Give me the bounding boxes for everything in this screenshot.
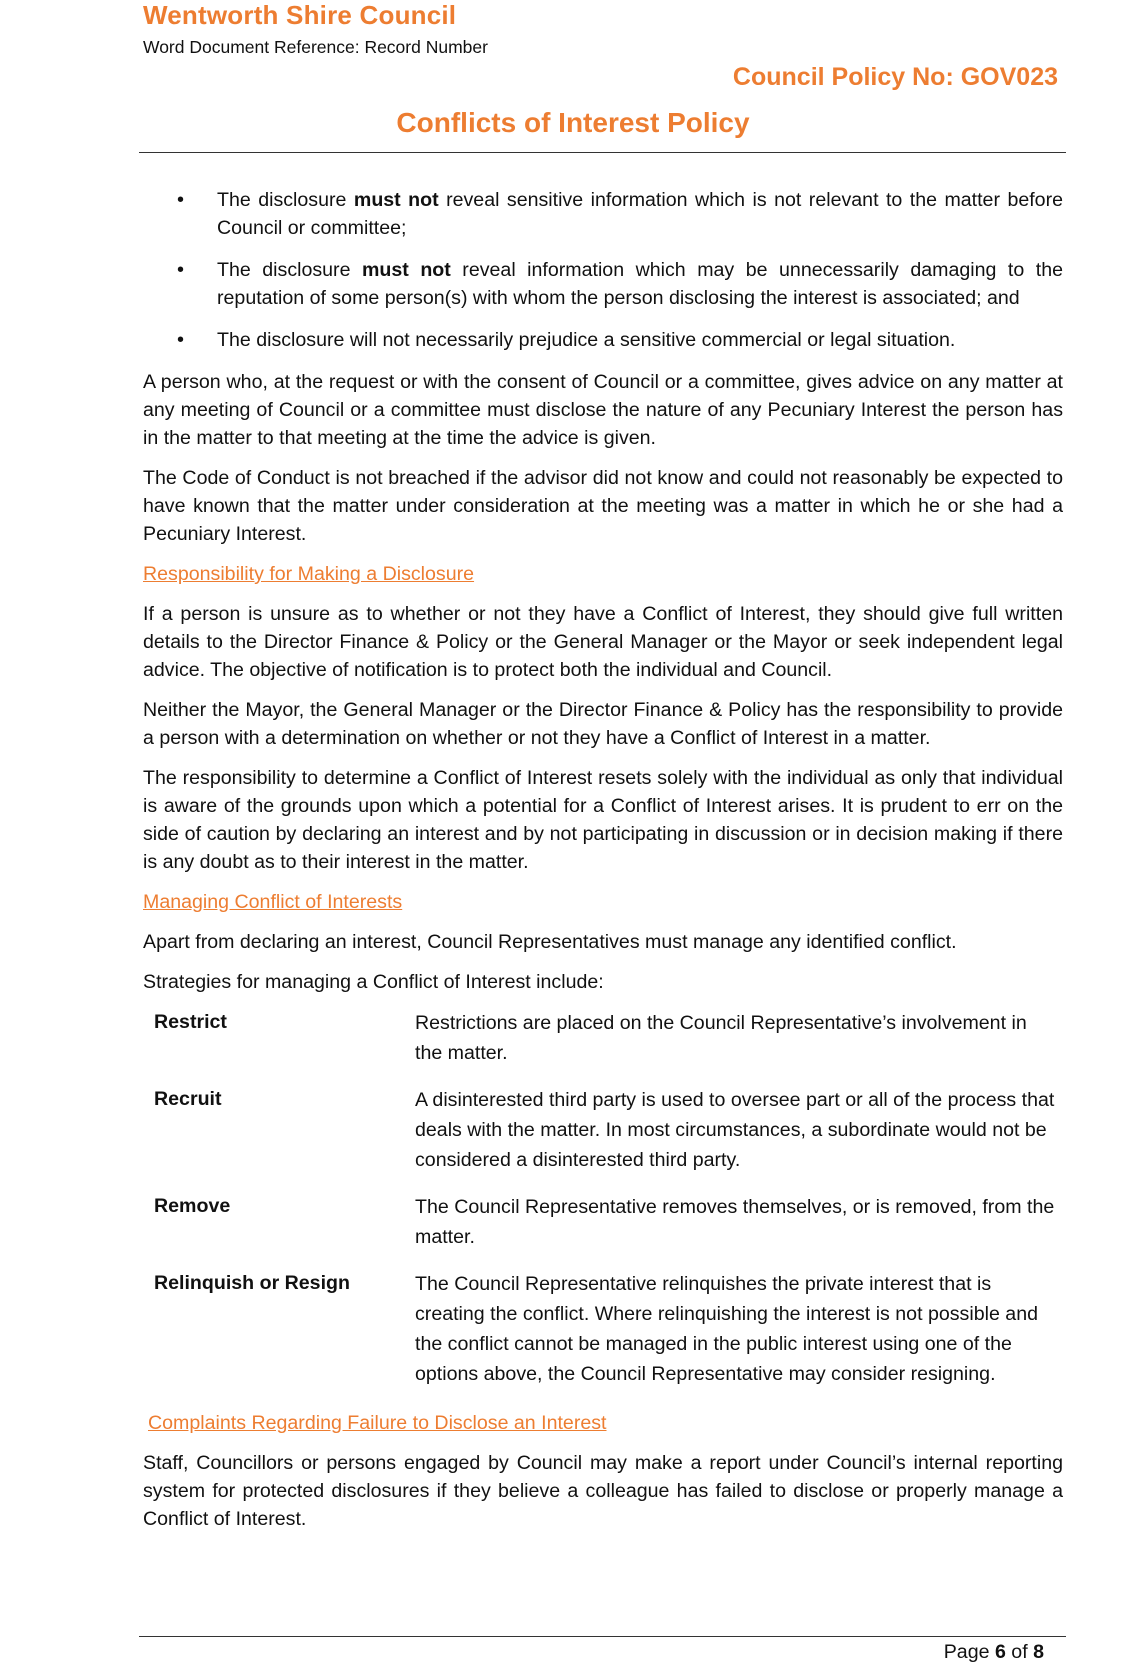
table-row (143, 1008, 1063, 1068)
paragraph-staff: Staff, Councillors or persons engaged by Council may make a report under Council’s internal reporting system for protected disclosures if they believe a colleague has failed to disclose or properly manage a Conflict of Interest. (143, 1452, 1063, 1530)
paragraph-advice: A person who, at the request or with the consent of Council or a committee, gives advice on any matter at any meeting of Council or a committee must disclose the nature of any Pecuniary Interest the person has in the matter to that meeting at the time the advice is given. (143, 371, 1063, 449)
paragraph-apart: Apart from declaring an interest, Council Representatives must manage any identified conflict. (143, 931, 957, 953)
strategy-description: Restrictions are placed on the Council Representative’s involvement in the matter. (415, 1012, 1027, 1064)
heading-complaints: Complaints Regarding Failure to Disclose an Interest (148, 1412, 607, 1434)
document-body (143, 186, 1063, 1545)
header-divider (139, 152, 1066, 153)
organisation-name: Wentworth Shire Council (143, 0, 457, 30)
heading-responsibility: Responsibility for Making a Disclosure (143, 563, 475, 585)
paragraph-responsibility: The responsibility to determine a Conflict of Interest resets solely with the individual as only that individual is aware of the grounds upon which a potential for a Conflict of Interest arises. It is prudent to err on the side of caution by declaring an interest and by not participating in discussion or in decision making if there is any doubt as to their interest in the matter. (143, 767, 1063, 873)
footer-divider (139, 1636, 1066, 1637)
paragraph-unsure: If a person is unsure as to whether or not they have a Conflict of Interest, they should give full written details to the Director Finance & Policy or the General Manager or the Mayor or seek independent legal advice. The objective of notification is to protect both the individual and Council. (143, 603, 1063, 681)
list-item: • The disclosure must not reveal information which may be unnecessarily damaging to the reputation of some person(s) with whom the person disclosing the interest is associated; and (143, 256, 1063, 312)
paragraph-neither: Neither the Mayor, the General Manager or the Director Finance & Policy has the responsibility to provide a person with a determination on whether or not they have a Conflict of Interest in a matter. (143, 699, 1063, 749)
table-row (143, 1192, 1063, 1252)
table-row (143, 1085, 1063, 1175)
strategy-term: Restrict (154, 1011, 227, 1033)
strategy-term: Recruit (154, 1088, 222, 1110)
list-item: • The disclosure will not necessarily prejudice a sensitive commercial or legal situation. (143, 326, 1063, 354)
strategy-term: Remove (154, 1195, 231, 1217)
strategy-description: The Council Representative relinquishes the private interest that is creating the conflict. Where relinquishing the interest is not possible and the conflict cannot be managed in the public interest using one of the options above, the Council Representative may consider resigning. (415, 1273, 1038, 1385)
strategy-description: The Council Representative removes themselves, or is removed, from the matter. (415, 1196, 1055, 1248)
paragraph-code-of-conduct: The Code of Conduct is not breached if the advisor did not know and could not reasonably be expected to have known that the matter under consideration at the meeting was a matter in which he or she had a Pecuniary Interest. (143, 467, 1063, 545)
paragraph-strategies-intro: Strategies for managing a Conflict of Interest include: (143, 971, 604, 993)
table-row (143, 1269, 1063, 1389)
disclosure-bullet-list (143, 186, 1063, 354)
bullet-icon: • (177, 259, 185, 281)
heading-managing: Managing Conflict of Interests (143, 891, 403, 913)
strategy-term: Relinquish or Resign (154, 1272, 350, 1294)
bullet-icon: • (177, 189, 185, 211)
document-title: Conflicts of Interest Policy (396, 107, 750, 138)
strategies-table (143, 1008, 1063, 1389)
list-item: • The disclosure must not reveal sensitive information which is not relevant to the matter before Council or committee; (143, 186, 1063, 242)
bullet-icon: • (177, 329, 185, 351)
document-reference: Word Document Reference: Record Number (143, 37, 488, 57)
strategy-description: A disinterested third party is used to oversee part or all of the process that deals with the matter. In most circumstances, a subordinate would not be considered a disinterested third party. (415, 1089, 1055, 1171)
policy-number: Council Policy No: GOV023 (732, 63, 1058, 91)
page-number: Page 6 of 8 (943, 1641, 1044, 1663)
